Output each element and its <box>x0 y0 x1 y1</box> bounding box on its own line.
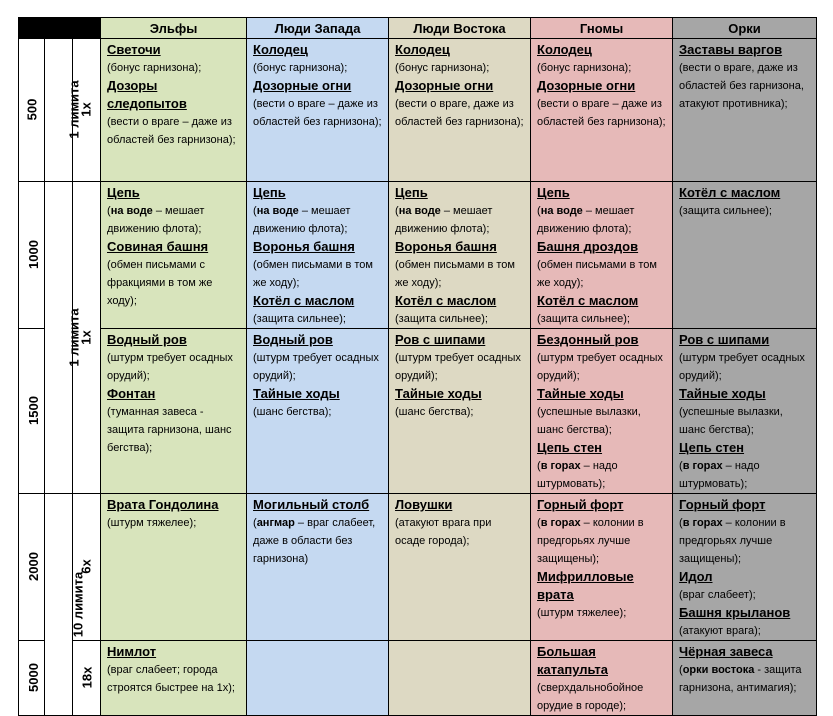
building-description: (защита сильнее); <box>395 313 488 325</box>
cell-elves <box>101 329 247 494</box>
building-description: (на воде – мешает движению флота); <box>253 205 351 235</box>
header-elves: Эльфы <box>101 18 247 39</box>
cell-orcs <box>673 494 817 641</box>
building-name: Воронья башня <box>253 239 355 254</box>
building-description: (в горах – надо штурмовать); <box>537 460 618 490</box>
building-name: Чёрная завеса <box>679 644 773 659</box>
building-name: Дозорные огни <box>537 78 636 93</box>
building-description: (атакуют врага); <box>679 625 761 637</box>
cell-west-men <box>247 329 389 494</box>
building-description: (защита сильнее); <box>537 313 630 325</box>
cost-cell <box>19 494 45 641</box>
building-name: Тайные ходы <box>679 386 766 401</box>
cell-gnomes <box>531 329 673 494</box>
building-description: (сверхдальнобойное орудие в городе); <box>537 682 644 712</box>
building-name: Цепь стен <box>537 440 603 455</box>
building-name: Колодец <box>537 42 592 57</box>
building-name: Цепь стен <box>679 440 745 455</box>
building-name: Заставы варгов <box>679 42 783 57</box>
limit-label: 1 лимита <box>66 307 82 367</box>
building-description: (бонус гарнизона); <box>537 62 632 74</box>
building-description: (бонус гарнизона); <box>107 62 202 74</box>
row-500 <box>19 39 817 182</box>
building-name: Тайные ходы <box>395 386 482 401</box>
building-name: Тайные ходы <box>253 386 340 401</box>
description-text: – мешает движению флота); <box>253 205 351 235</box>
building-name: Светочи <box>107 42 161 57</box>
building-description: (шанс бегства); <box>253 406 332 418</box>
cell-east-men <box>389 641 531 716</box>
cost-label: 5000 <box>25 663 41 692</box>
condition-term: на воде <box>256 205 299 217</box>
building-description: (враг слабеет); <box>679 589 756 601</box>
cell-orcs <box>673 39 817 182</box>
cell-east-men <box>389 494 531 641</box>
building-name: Горный форт <box>537 497 624 512</box>
corner-cell <box>19 18 101 39</box>
header-row <box>19 18 817 39</box>
building-description: (обмен письмами с фракциями в том же ходу); <box>107 259 213 307</box>
building-description: (ангмар – враг слабеет, даже в области без гарнизона) <box>253 517 376 565</box>
cell-orcs <box>673 329 817 494</box>
cost-label: 2000 <box>25 552 41 581</box>
condition-term: на воде <box>540 205 583 217</box>
building-description: (бонус гарнизона); <box>395 62 490 74</box>
building-name: Мифрилловые врата <box>537 569 634 602</box>
building-name: Тайные ходы <box>537 386 624 401</box>
building-description: (в горах – колонии в предгорьях лучше защищены); <box>679 517 786 565</box>
cost-cell <box>19 329 45 494</box>
building-description: (вести о враге – даже из областей без гарнизона); <box>107 116 236 146</box>
condition-term: орки востока <box>682 664 755 676</box>
building-description: (успешные вылазки, шанс бегства); <box>537 406 641 436</box>
description-text: – мешает движению флота); <box>395 205 493 235</box>
building-name: Большая катапульта <box>537 644 608 677</box>
building-description: (вести о враге – даже из областей без гарнизона); <box>253 98 382 128</box>
building-name: Горный форт <box>679 497 766 512</box>
building-name: Колодец <box>253 42 308 57</box>
building-name: Бездонный ров <box>537 332 639 347</box>
building-description: (атакуют врага при осаде города); <box>395 517 492 547</box>
building-name: Дозорные огни <box>253 78 352 93</box>
limit-label: 1 лимита <box>66 80 82 139</box>
row-1000 <box>19 182 817 329</box>
building-name: Цепь <box>107 185 140 200</box>
condition-term: на воде <box>110 205 153 217</box>
condition-term: в горах <box>682 517 723 529</box>
header-orcs: Орки <box>673 18 817 39</box>
building-name: Котёл с маслом <box>537 293 639 308</box>
cost-label: 1000 <box>25 240 41 269</box>
building-description: (защита сильнее); <box>253 313 346 325</box>
building-description: (обмен письмами в том же ходу); <box>537 259 657 289</box>
cell-gnomes <box>531 182 673 329</box>
multiplier-label: 1х <box>79 102 94 117</box>
cell-west-men <box>247 641 389 716</box>
building-name: Цепь <box>253 185 286 200</box>
building-description: (шанс бегства); <box>395 406 474 418</box>
cost-label: 500 <box>23 98 39 121</box>
cell-gnomes <box>531 641 673 716</box>
row-5000 <box>19 641 817 716</box>
condition-term: ангмар <box>256 517 295 529</box>
building-name: Могильный столб <box>253 497 370 512</box>
description-text: – враг слабеет, даже в области без гарнизона) <box>253 517 376 565</box>
cost-cell <box>19 39 45 182</box>
condition-term: в горах <box>540 460 581 472</box>
building-description: (на воде – мешает движению флота); <box>395 205 493 235</box>
building-name: Цепь <box>395 185 428 200</box>
description-text: - защита гарнизона, антимагия); <box>679 664 802 694</box>
building-description: (штурм требует осадных орудий); <box>537 352 663 382</box>
building-name: Совиная башня <box>107 239 209 254</box>
building-description: (враг слабеет; города строятся быстрее на 1х); <box>107 664 235 694</box>
description-text: – надо штурмовать); <box>537 460 618 490</box>
description-text: – колонии в предгорьях лучше защищены); <box>537 517 644 565</box>
building-description: (штурм требует осадных орудий); <box>253 352 379 382</box>
cell-gnomes <box>531 494 673 641</box>
row-2000 <box>19 494 817 641</box>
building-description: (на воде – мешает движению флота); <box>107 205 205 235</box>
building-description: (вести о враге, даже из областей без гарнизона, атакуют противника); <box>679 62 804 110</box>
cell-east-men <box>389 39 531 182</box>
building-name: Цепь <box>537 185 570 200</box>
condition-term: в горах <box>682 460 723 472</box>
building-name: Врата Гондолина <box>107 497 219 512</box>
cell-gnomes <box>531 39 673 182</box>
limit-label: 10 лимита <box>70 571 86 637</box>
building-name: Котёл с маслом <box>395 293 497 308</box>
building-description: (вести о враге – даже из областей без гарнизона); <box>537 98 666 128</box>
header-west-men: Люди Запада <box>247 18 389 39</box>
building-name: Водный ров <box>253 332 333 347</box>
building-name: Воронья башня <box>395 239 497 254</box>
building-name: Водный ров <box>107 332 187 347</box>
row-1500 <box>19 329 817 494</box>
building-description: (защита сильнее); <box>679 205 772 217</box>
building-description: (вести о враге, даже из областей без гарнизона); <box>395 98 524 128</box>
multiplier-label: 1х <box>79 329 94 345</box>
building-name: Башня крыланов <box>679 605 791 620</box>
limit-cell <box>45 182 82 494</box>
building-name: Ловушки <box>395 497 453 512</box>
multiplier-label: 6х <box>79 559 94 574</box>
building-description: (в горах – надо штурмовать); <box>679 460 760 490</box>
building-description: (на воде – мешает движению флота); <box>537 205 635 235</box>
description-text: – колонии в предгорьях лучше защищены); <box>679 517 786 565</box>
description-text: – мешает движению флота); <box>107 205 205 235</box>
building-description: (обмен письмами в том же ходу); <box>253 259 373 289</box>
cell-east-men <box>389 329 531 494</box>
description-text: – мешает движению флота); <box>537 205 635 235</box>
building-name: Колодец <box>395 42 450 57</box>
cell-orcs <box>673 641 817 716</box>
building-name: Ров с шипами <box>679 332 770 347</box>
limit-cell <box>45 494 86 716</box>
cell-orcs <box>673 182 817 329</box>
building-description: (бонус гарнизона); <box>253 62 348 74</box>
header-east-men: Люди Востока <box>389 18 531 39</box>
cell-east-men <box>389 182 531 329</box>
cost-cell <box>19 641 45 716</box>
building-description: (в горах – колонии в предгорьях лучше защищены); <box>537 517 644 565</box>
cost-cell <box>19 182 45 329</box>
condition-term: в горах <box>540 517 581 529</box>
building-name: Ров с шипами <box>395 332 486 347</box>
building-description: (туманная завеса - защита гарнизона, шанс бегства); <box>107 406 232 454</box>
cell-elves <box>101 39 247 182</box>
fortifications-table <box>18 17 817 716</box>
multiplier-cell <box>73 641 101 716</box>
building-name: Идол <box>679 569 713 584</box>
building-name: Фонтан <box>107 386 156 401</box>
building-name: Котёл с маслом <box>253 293 355 308</box>
building-description: (штурм тяжелее); <box>107 517 197 529</box>
building-description: (орки востока - защита гарнизона, антимагия); <box>679 664 802 694</box>
cell-elves <box>101 182 247 329</box>
cell-west-men <box>247 39 389 182</box>
building-name: Дозорные огни <box>395 78 494 93</box>
multiplier-label: 18х <box>79 666 95 689</box>
cell-elves <box>101 641 247 716</box>
description-text: – надо штурмовать); <box>679 460 760 490</box>
building-name: Нимлот <box>107 644 157 659</box>
cell-elves <box>101 494 247 641</box>
condition-term: на воде <box>398 205 441 217</box>
cost-label: 1500 <box>25 396 41 425</box>
building-description: (обмен письмами в том же ходу); <box>395 259 515 289</box>
header-gnomes: Гномы <box>531 18 673 39</box>
building-name: Башня дроздов <box>537 239 639 254</box>
building-description: (штурм тяжелее); <box>537 607 627 619</box>
cell-west-men <box>247 182 389 329</box>
limit-cell <box>45 39 82 182</box>
building-description: (успешные вылазки, шанс бегства); <box>679 406 783 436</box>
building-description: (штурм требует осадных орудий); <box>107 352 233 382</box>
building-description: (штурм требует осадных орудий); <box>679 352 805 382</box>
cell-west-men <box>247 494 389 641</box>
building-description: (штурм требует осадных орудий); <box>395 352 521 382</box>
building-name: Дозоры следопытов <box>107 78 187 111</box>
building-name: Котёл с маслом <box>679 185 781 200</box>
